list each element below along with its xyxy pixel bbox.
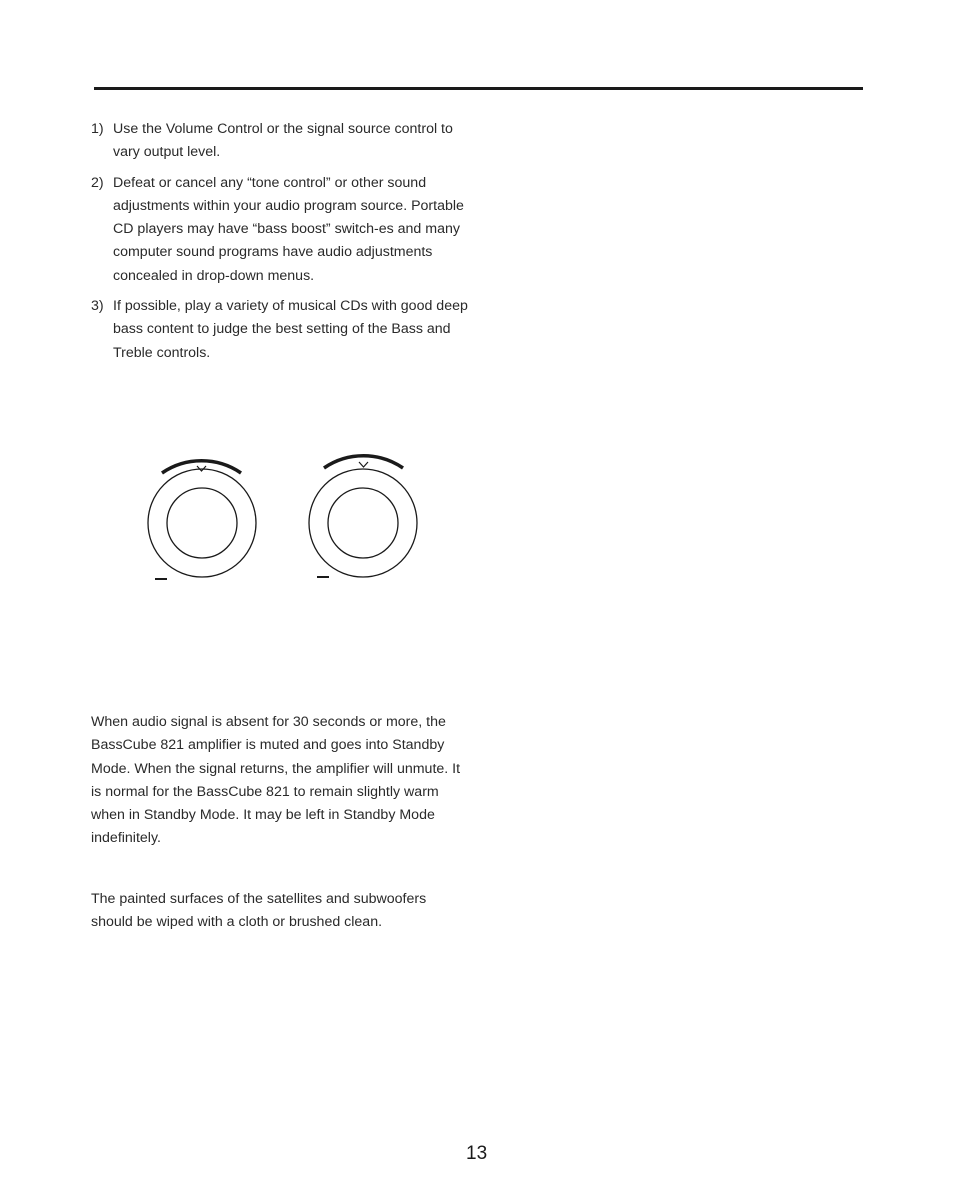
step-number: 2): [91, 174, 104, 191]
list-item: [91, 118, 471, 165]
knob-right-inner-cap: [328, 488, 398, 558]
knob-left-inner-cap: [167, 488, 237, 558]
step-text: Use the Volume Control or the signal source control to vary output level.: [113, 121, 453, 161]
knob-left: [148, 461, 256, 579]
knob-right: [309, 456, 417, 577]
list-item: [91, 172, 471, 288]
knob-right-outer-ring: [309, 469, 417, 577]
step-text: Defeat or cancel any “tone control” or other sound adjustments within your audio program source. Portable CD players may have “bass boost” switch-es and many computer sound programs have audio adjustments concealed in drop-down menus.: [113, 174, 464, 284]
knob-left-outer-ring: [148, 469, 256, 577]
header-rule: [94, 87, 863, 90]
knob-illustration: [140, 448, 430, 588]
care-paragraph: The painted surfaces of the satellites and subwoofers should be wiped with a cloth or brushed clean.: [91, 891, 427, 931]
list-item: [91, 295, 471, 365]
step-text: If possible, play a variety of musical CDs with good deep bass content to judge the best setting of the Bass and Treble controls.: [113, 298, 468, 361]
standby-paragraph: When audio signal is absent for 30 seconds or more, the BassCube 821 amplifier is muted and goes into Standby Mode. When the signal returns, the amplifier will unmute. It is normal for the BassCube 821 to remain slightly warm when in Standby Mode. It may be left in Standby Mode indefinitely.: [91, 714, 461, 847]
setup-steps-list: [91, 118, 471, 372]
knob-right-pointer: [359, 462, 368, 467]
step-number: 3): [91, 298, 104, 315]
step-number: 1): [91, 121, 104, 137]
page-number: 13: [466, 1143, 488, 1164]
